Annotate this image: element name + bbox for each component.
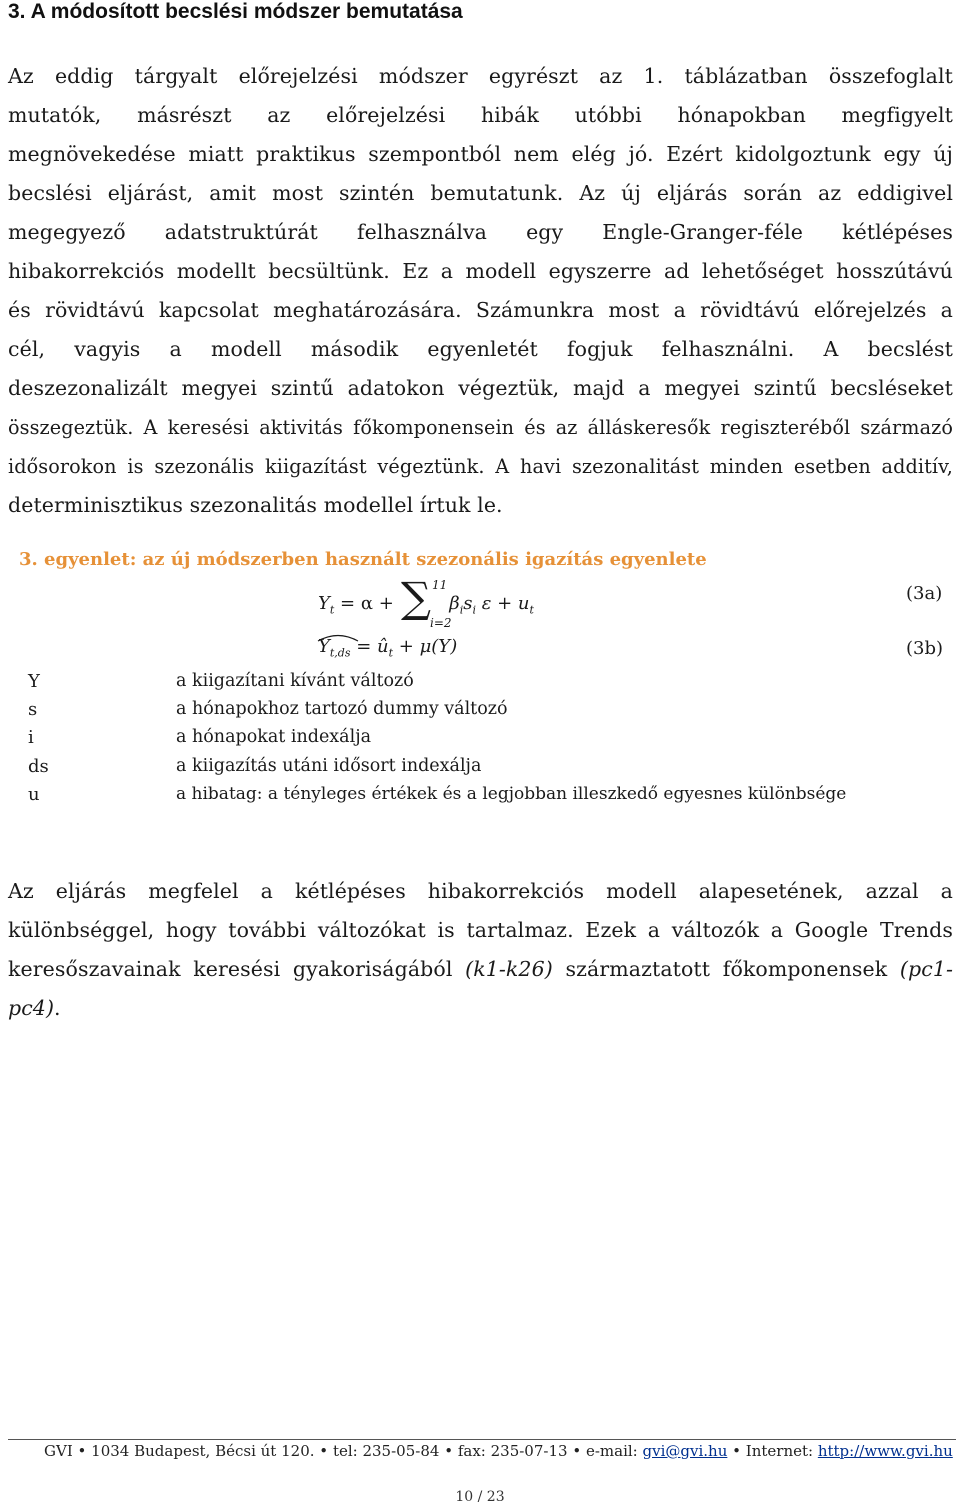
paragraph-line: cél, vagyis a modell második egyenletét fogjuk felhasználni. A becslést xyxy=(8,337,953,361)
paragraph-line: Az eljárás megfelel a kétlépéses hibakorrekciós modell alapesetének, azzal a xyxy=(8,879,953,903)
legend-symbol: u xyxy=(28,784,40,805)
footer xyxy=(44,1442,953,1460)
footer-org: GVI xyxy=(44,1442,73,1460)
paragraph-line: deszezonalizált megyei szintű adatokon végeztük, majd a megyei szintű becsléseket xyxy=(8,376,953,400)
eq-a-beta-sub: i xyxy=(459,603,464,617)
legend-text: a hónapokat indexálja xyxy=(176,727,372,747)
equation-number-3b: (3b) xyxy=(906,638,944,659)
footer-fax: fax: 235-07-13 xyxy=(457,1442,568,1460)
summation-icon: ∑ xyxy=(401,573,431,622)
intro-paragraph xyxy=(8,57,953,525)
footer-address: 1034 Budapest, Bécsi út 120. xyxy=(91,1442,315,1460)
footer-email-label: e-mail: xyxy=(585,1442,638,1460)
method-paragraph xyxy=(8,872,953,1028)
eq-b-rhs-sub: t xyxy=(388,646,394,660)
legend-text: a hónapokhoz tartozó dummy változó xyxy=(176,699,508,719)
eq-a-s-sub: i xyxy=(472,603,476,617)
legend-text: a hibatag: a tényleges értékek és a legjobban illeszkedő egyesnes különbsége xyxy=(176,784,847,804)
footer-internet-label: Internet: xyxy=(745,1442,814,1460)
eq-a-beta: β xyxy=(449,593,460,614)
equation-caption: 3. egyenlet: az új módszerben használt szezonális igazítás egyenlete xyxy=(19,549,707,570)
paragraph-line: mutatók, másrészt az előrejelzési hibák utóbbi hónapokban megfigyelt xyxy=(8,103,953,127)
paragraph-line: idősorokon is szezonális kiigazítást végeztünk. A havi szezonalitást minden esetben additív, xyxy=(8,455,953,478)
paragraph-line: becslési eljárást, amit most szintén bemutatunk. Az új eljárás során az eddigivel xyxy=(8,181,953,205)
eq-a-tail: ε + u xyxy=(476,593,530,614)
equation-number-3a: (3a) xyxy=(906,583,943,604)
legend-symbol: s xyxy=(28,699,38,720)
legend-symbol: i xyxy=(28,727,34,748)
eq-a-rhs-prefix: = α + xyxy=(340,593,394,614)
legend-text: a kiigazítani kívánt változó xyxy=(176,671,414,691)
eq-b-lhs-sub: t,ds xyxy=(329,646,351,660)
sum-upper-limit: 11 xyxy=(432,578,448,592)
equation-3b xyxy=(318,636,457,660)
eq-b-lhs: Y xyxy=(318,636,330,657)
paragraph-line: és rövidtávú kapcsolat meghatározására. Számunkra most a rövidtávú előrejelzés a xyxy=(8,298,953,322)
legend-symbol: Y xyxy=(28,671,40,692)
bullet-icon: • xyxy=(444,1442,454,1460)
footer-email-link[interactable]: gvi@gvi.hu xyxy=(642,1442,728,1460)
legend-symbol: ds xyxy=(28,756,49,777)
footer-website-link[interactable]: http://www.gvi.hu xyxy=(817,1442,953,1460)
paragraph-line: hibakorrekciós modellt becsültünk. Ez a modell egyszerre ad lehetőséget hosszútávú xyxy=(8,259,953,283)
paragraph-line: különbséggel, hogy további változókat is tartalmaz. Ezek a változók a Google Trends xyxy=(8,918,953,942)
paragraph-line: összegeztük. A keresési aktivitás főkomponensein és az álláskeresők regiszteréből származó xyxy=(8,416,953,439)
paragraph-line: pc4). xyxy=(8,996,61,1020)
eq-b-tail: + μ(Y) xyxy=(393,636,458,657)
paragraph-line: Az eddig tárgyalt előrejelzési módszer egyrészt az 1. táblázatban összefoglalt xyxy=(8,64,953,88)
eq-a-s: s xyxy=(463,593,473,614)
bullet-icon: • xyxy=(319,1442,329,1460)
paragraph-line: megnövekedése miatt praktikus szempontból nem elég jó. Ezért kidolgoztunk egy új xyxy=(8,142,953,166)
footer-divider xyxy=(8,1439,956,1440)
hat-arc-icon xyxy=(316,632,360,642)
paragraph-line: determinisztikus szezonalitás modellel írtuk le. xyxy=(8,493,503,517)
bullet-icon: • xyxy=(572,1442,582,1460)
eq-a-lhs: Y xyxy=(318,593,330,614)
eq-b-rhs: = û xyxy=(356,636,389,657)
sum-lower-limit: i=2 xyxy=(430,616,452,630)
bullet-icon: • xyxy=(77,1442,87,1460)
page-number: 10 / 23 xyxy=(455,1489,505,1505)
paragraph-line: keresőszavainak keresési gyakoriságából (k1-k26) származtatott főkomponensek (pc1- xyxy=(8,957,953,981)
section-heading: 3. A módosított becslési módszer bemutatása xyxy=(8,0,463,23)
eq-a-tail-sub: t xyxy=(529,603,534,617)
legend-text: a kiigazítás utáni idősort indexálja xyxy=(176,756,482,776)
eq-a-lhs-sub: t xyxy=(329,603,335,617)
bullet-icon: • xyxy=(732,1442,741,1460)
paragraph-line: megegyező adatstruktúrát felhasználva egy Engle-Granger-féle kétlépéses xyxy=(8,220,953,244)
footer-tel: tel: 235-05-84 xyxy=(332,1442,440,1460)
